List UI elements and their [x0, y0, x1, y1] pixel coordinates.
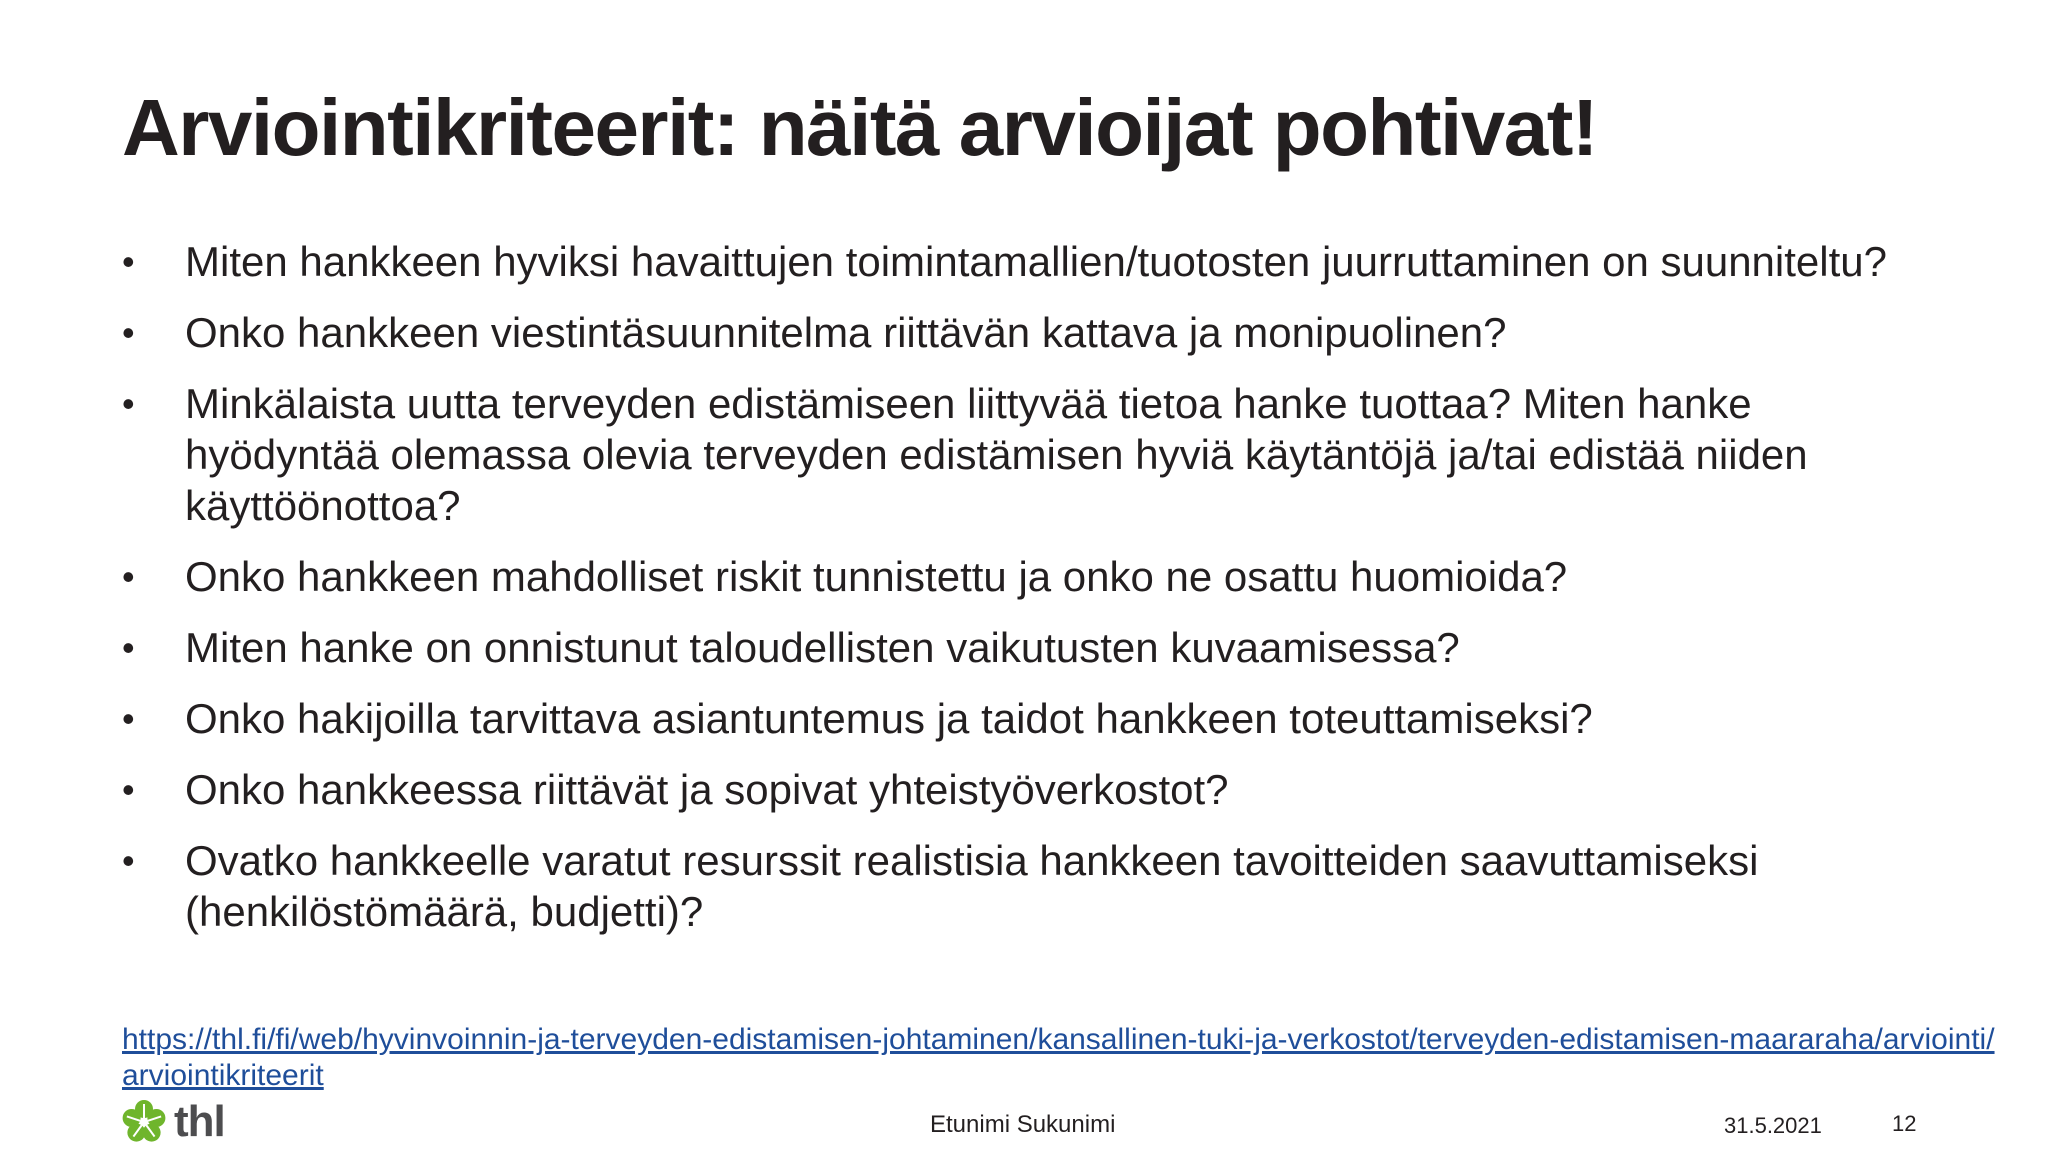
slide-title: Arviointikriteerit: näitä arvioijat pohtivat! — [122, 83, 1597, 172]
thl-logo — [122, 1097, 225, 1146]
footer-date: 31.5.2021 — [1724, 1113, 1822, 1138]
page-number: 12 — [1892, 1111, 1917, 1136]
logo-text: thl — [174, 1097, 225, 1146]
bullet-icon: • — [122, 241, 135, 282]
list-item — [122, 693, 1952, 744]
bullet-icon: • — [122, 840, 135, 881]
bullet-text: Miten hanke on onnistunut taloudellisten vaikutusten kuvaamisessa? — [185, 624, 1460, 671]
source-link[interactable]: https://thl.fi/fi/web/hyvinvoinnin-ja-terveyden-edistamisen-johtaminen/kansallinen-tuki-ja-verkostot/terveyden-edistamisen-maararaha/arviointi/arviointikriteerit — [122, 1023, 1995, 1092]
bullet-text: Onko hankkeessa riittävät ja sopivat yhteistyöverkostot? — [185, 766, 1229, 813]
bullet-list — [122, 236, 1952, 957]
footer-author: Etunimi Sukunimi — [930, 1111, 1116, 1138]
bullet-icon: • — [122, 383, 135, 424]
list-item — [122, 764, 1952, 815]
bullet-text: Onko hakijoilla tarvittava asiantuntemus ja taidot hankkeen toteuttamiseksi? — [185, 695, 1593, 742]
bullet-icon: • — [122, 312, 135, 353]
bullet-text: Miten hankkeen hyviksi havaittujen toimintamallien/tuotosten juurruttaminen on suunniteltu? — [185, 238, 1887, 285]
list-item — [122, 835, 1952, 937]
list-item — [122, 551, 1952, 602]
list-item — [122, 236, 1952, 287]
list-item — [122, 622, 1952, 673]
bullet-text: Ovatko hankkeelle varatut resurssit realistisia hankkeen tavoitteiden saavuttamiseksi (henkilöstömäärä, budjetti)? — [185, 837, 1759, 935]
list-item — [122, 378, 1952, 531]
bullet-icon: • — [122, 769, 135, 810]
bullet-text: Onko hankkeen viestintäsuunnitelma riittävän kattava ja monipuolinen? — [185, 309, 1507, 356]
list-item — [122, 307, 1952, 358]
bullet-text: Onko hankkeen mahdolliset riskit tunnistettu ja onko ne osattu huomioida? — [185, 553, 1568, 600]
bullet-icon: • — [122, 627, 135, 668]
bullet-icon: • — [122, 698, 135, 739]
bullet-icon: • — [122, 556, 135, 597]
bullet-text: Minkälaista uutta terveyden edistämiseen liittyvää tietoa hanke tuottaa? Miten hanke hyödyntää olemassa olevia terveyden edistämisen hyviä käytäntöjä ja/tai edistää niiden käyttöönottoa? — [185, 380, 1808, 529]
thl-flower-icon — [122, 1100, 166, 1144]
